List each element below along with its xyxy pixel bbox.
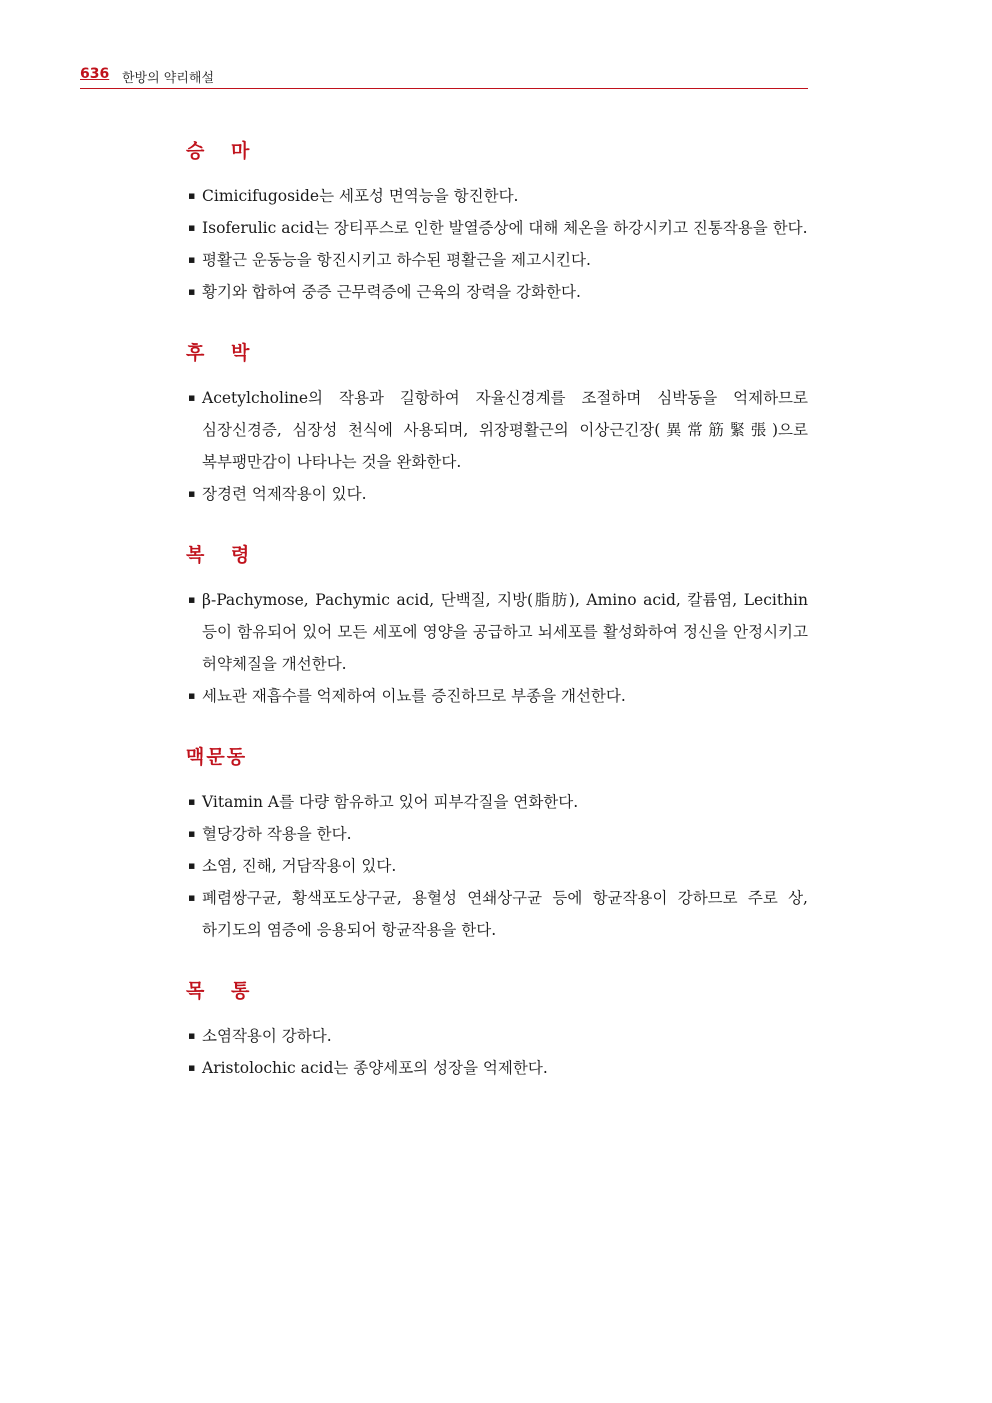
list-item bbox=[186, 584, 808, 680]
bullet-icon: ▪ bbox=[188, 827, 196, 840]
list-item-text: Cimicifugoside는 세포성 면역능을 항진한다. bbox=[202, 187, 519, 205]
list-item bbox=[186, 882, 808, 946]
list-item bbox=[186, 382, 808, 478]
bullet-icon: ▪ bbox=[188, 189, 196, 202]
section-heading: 후 박 bbox=[186, 342, 260, 364]
bullet-icon: ▪ bbox=[188, 891, 196, 904]
bullet-list bbox=[186, 180, 808, 308]
list-item-text: Isoferulic acid는 장티푸스로 인한 발열증상에 대해 체온을 하강시키고 진통작용을 한다. bbox=[202, 219, 808, 237]
list-item bbox=[186, 680, 808, 712]
section-hubak bbox=[186, 338, 808, 510]
bullet-icon: ▪ bbox=[188, 689, 196, 702]
section-heading: 맥문동 bbox=[186, 746, 248, 768]
bullet-icon: ▪ bbox=[188, 1061, 196, 1074]
bullet-icon: ▪ bbox=[188, 487, 196, 500]
bullet-icon: ▪ bbox=[188, 1029, 196, 1042]
bullet-icon: ▪ bbox=[188, 593, 196, 606]
bullet-icon: ▪ bbox=[188, 221, 196, 234]
section-maekmundong bbox=[186, 742, 808, 946]
list-item-text: Vitamin A를 다량 함유하고 있어 피부각질을 연화한다. bbox=[202, 793, 579, 811]
bullet-icon: ▪ bbox=[188, 253, 196, 266]
list-item bbox=[186, 276, 808, 308]
bullet-list bbox=[186, 382, 808, 510]
page-header bbox=[80, 66, 808, 89]
list-item bbox=[186, 180, 808, 212]
section-heading: 목 통 bbox=[186, 980, 260, 1002]
list-item-text: 혈당강하 작용을 한다. bbox=[202, 825, 352, 843]
list-item bbox=[186, 818, 808, 850]
bullet-icon: ▪ bbox=[188, 795, 196, 808]
list-item bbox=[186, 850, 808, 882]
list-item-text: 폐렴쌍구균, 황색포도상구균, 용혈성 연쇄상구균 등에 항균작용이 강하므로 주로 상, 하기도의 염증에 응용되어 항균작용을 한다. bbox=[202, 889, 808, 939]
list-item bbox=[186, 478, 808, 510]
list-item-text: Acetylcholine의 작용과 길항하여 자율신경계를 조절하며 심박동을 억제하므로 심장신경증, 심장성 천식에 사용되며, 위장평활근의 이상근긴장(異常筋緊張)으로 복부팽만감이 나타나는 것을 완화한다. bbox=[202, 389, 808, 471]
bullet-list bbox=[186, 786, 808, 946]
bullet-icon: ▪ bbox=[188, 391, 196, 404]
list-item-text: 장경련 억제작용이 있다. bbox=[202, 485, 367, 503]
list-item-text: 소염작용이 강하다. bbox=[202, 1027, 332, 1045]
list-item bbox=[186, 244, 808, 276]
list-item-text: 소염, 진해, 거담작용이 있다. bbox=[202, 857, 397, 875]
main-content bbox=[186, 136, 808, 1114]
bullet-list bbox=[186, 1020, 808, 1084]
list-item bbox=[186, 786, 808, 818]
list-item bbox=[186, 212, 808, 244]
section-heading: 승 마 bbox=[186, 140, 260, 162]
bullet-icon: ▪ bbox=[188, 285, 196, 298]
list-item-text: Aristolochic acid는 종양세포의 성장을 억제한다. bbox=[202, 1059, 548, 1077]
list-item bbox=[186, 1052, 808, 1084]
section-bokryeong bbox=[186, 540, 808, 712]
section-heading: 복 령 bbox=[186, 544, 260, 566]
book-title: 한방의 약리해설 bbox=[122, 71, 215, 86]
section-seungma bbox=[186, 136, 808, 308]
bullet-list bbox=[186, 584, 808, 712]
list-item-text: 황기와 합하여 중증 근무력증에 근육의 장력을 강화한다. bbox=[202, 283, 581, 301]
section-ioktong bbox=[186, 976, 808, 1084]
list-item-text: β-Pachymose, Pachymic acid, 단백질, 지방(脂肪), Amino acid, 칼륨염, Lecithin 등이 함유되어 있어 모든 세포에 영양을 공급하고 뇌세포를 활성화하여 정신을 안정시키고 허약체질을 개선한다. bbox=[202, 591, 808, 673]
list-item-text: 평활근 운동능을 항진시키고 하수된 평활근을 제고시킨다. bbox=[202, 251, 591, 269]
list-item bbox=[186, 1020, 808, 1052]
page-number: 636 bbox=[80, 66, 110, 82]
bullet-icon: ▪ bbox=[188, 859, 196, 872]
list-item-text: 세뇨관 재흡수를 억제하여 이뇨를 증진하므로 부종을 개선한다. bbox=[202, 687, 626, 705]
